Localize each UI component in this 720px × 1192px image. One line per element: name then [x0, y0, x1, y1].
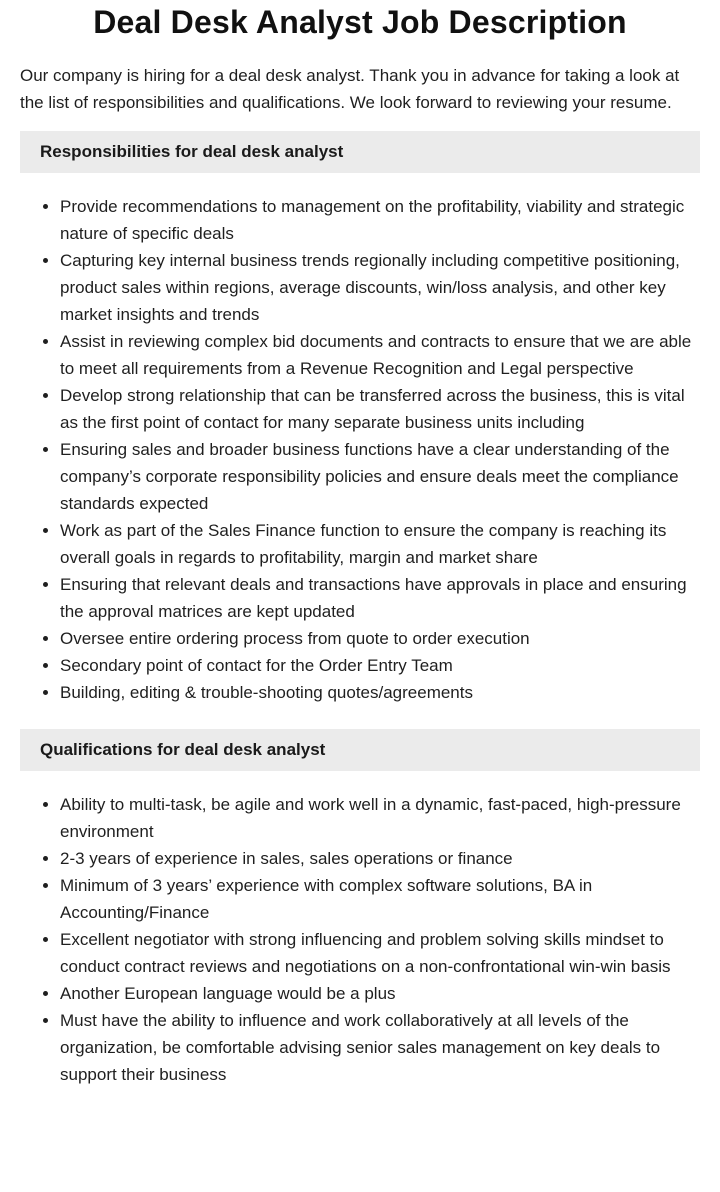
- list-item: • Develop strong relationship that can be transferred across the business, this is vital as the first point of contact for many separate business units including: [60, 382, 700, 436]
- list-item: • Ensuring sales and broader business functions have a clear understanding of the company’s corporate responsibility policies and ensure deals meet the compliance standards expected: [60, 436, 700, 517]
- list-item: • Minimum of 3 years’ experience with complex software solutions, BA in Accounting/Finance: [60, 872, 700, 926]
- page-title: Deal Desk Analyst Job Description: [93, 4, 627, 40]
- list-item: • Excellent negotiator with strong influencing and problem solving skills mindset to conduct contract reviews and negotiations on a non-confrontational win-win basis: [60, 926, 700, 980]
- list-item: • Secondary point of contact for the Order Entry Team: [60, 652, 700, 679]
- list-item: • Building, editing & trouble-shooting quotes/agreements: [60, 679, 700, 706]
- list-item: • Another European language would be a plus: [60, 980, 700, 1007]
- list-item: • Assist in reviewing complex bid documents and contracts to ensure that we are able to meet all requirements from a Revenue Recognition and Legal perspective: [60, 328, 700, 382]
- list-item: • Capturing key internal business trends regionally including competitive positioning, product sales within regions, average discounts, win/loss analysis, and other key market insights and trends: [60, 247, 700, 328]
- list-item: • 2-3 years of experience in sales, sales operations or finance: [60, 845, 700, 872]
- responsibilities-heading: Responsibilities for deal desk analyst: [20, 131, 700, 173]
- intro-paragraph: Our company is hiring for a deal desk analyst. Thank you in advance for taking a look at the list of responsibilities and qualifications. We look forward to reviewing your resume.: [20, 66, 680, 112]
- list-item: • Ability to multi-task, be agile and work well in a dynamic, fast-paced, high-pressure environment: [60, 791, 700, 845]
- list-item: • Oversee entire ordering process from quote to order execution: [60, 625, 700, 652]
- list-item: • Provide recommendations to management on the profitability, viability and strategic nature of specific deals: [60, 193, 700, 247]
- list-item: • Ensuring that relevant deals and transactions have approvals in place and ensuring the approval matrices are kept updated: [60, 571, 700, 625]
- list-item: • Work as part of the Sales Finance function to ensure the company is reaching its overall goals in regards to profitability, margin and market share: [60, 517, 700, 571]
- qualifications-list: [20, 791, 700, 1088]
- qualifications-heading: Qualifications for deal desk analyst: [20, 729, 700, 771]
- responsibilities-list: [20, 193, 700, 706]
- list-item: • Must have the ability to influence and work collaboratively at all levels of the organization, be comfortable advising senior sales management on key deals to support their business: [60, 1007, 700, 1088]
